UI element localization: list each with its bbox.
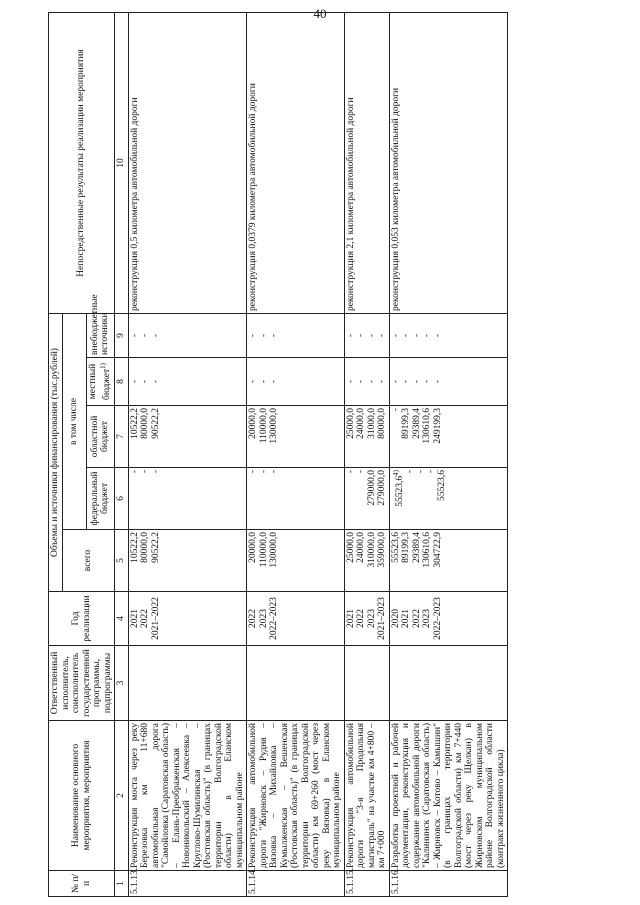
year-cell-text: 2022 xyxy=(356,609,366,628)
year-cell-text: 2021 xyxy=(129,609,140,628)
local-cell-value xyxy=(433,360,444,403)
regional-cell-text: 25000,0 xyxy=(345,408,356,439)
year-cell-value xyxy=(259,594,270,643)
total-cell-value xyxy=(433,532,444,589)
federal-cell-value xyxy=(248,470,259,527)
local-cell-value xyxy=(412,360,423,403)
regional-cell xyxy=(389,406,508,468)
local-cell xyxy=(344,358,389,406)
col-number: 4 xyxy=(115,592,129,646)
table-row xyxy=(247,12,345,896)
year-cell-text: 2020 xyxy=(390,609,401,628)
year-cell-value xyxy=(367,594,378,643)
col-number: 9 xyxy=(115,313,129,357)
extra-cell-text: - xyxy=(150,333,161,338)
extra-cell-text: - xyxy=(422,333,432,338)
federal-cell-value xyxy=(426,470,437,527)
regional-cell xyxy=(344,406,389,468)
extra-cell xyxy=(247,313,345,357)
header-executor: Ответственный исполнитель, соисполнитель государственной программы, подпрограммы xyxy=(49,646,115,721)
regional-cell-text: 10522,2 xyxy=(129,408,140,439)
year-cell-value xyxy=(346,594,357,643)
federal-cell-text: - xyxy=(150,470,161,474)
local-cell-value xyxy=(401,360,412,403)
regional-cell-text: - xyxy=(390,408,401,412)
regional-cell-text: 20000,0 xyxy=(248,408,258,439)
regional-cell-value xyxy=(433,408,444,465)
year-cell-value xyxy=(377,594,388,643)
extra-cell-value xyxy=(401,316,412,355)
year-cell-value xyxy=(151,594,162,643)
row-number: 5.1.14. xyxy=(247,871,345,897)
year-cell-text: 2023 xyxy=(366,609,377,628)
federal-cell-text: - xyxy=(356,470,366,474)
federal-cell-text: - xyxy=(415,470,426,474)
total-cell xyxy=(344,530,389,592)
regional-cell-text: 80000,0 xyxy=(140,408,150,439)
local-cell-text: - xyxy=(140,379,150,384)
federal-cell-value xyxy=(130,470,141,527)
total-cell-text: 304722,9 xyxy=(432,532,443,568)
page-number: 40 xyxy=(313,6,327,21)
year-cell xyxy=(128,592,247,646)
extra-cell-text: - xyxy=(411,333,422,338)
regional-cell-text: 90522,2 xyxy=(150,408,161,439)
extra-cell-value xyxy=(377,316,388,355)
regional-cell-value xyxy=(377,408,388,465)
local-cell-text: - xyxy=(411,379,422,384)
total-cell-value xyxy=(346,532,357,589)
total-cell-value xyxy=(391,532,402,589)
federal-cell-value xyxy=(416,470,427,527)
extra-cell-value xyxy=(422,316,433,355)
rotated-table-sheet xyxy=(48,7,608,897)
extra-cell-value xyxy=(412,316,423,355)
local-cell-text: - xyxy=(356,379,366,384)
extra-cell-text: - xyxy=(366,333,377,338)
extra-cell-value xyxy=(367,316,378,355)
local-cell-text: - xyxy=(269,379,279,384)
total-cell-text: 110000,0 xyxy=(258,532,269,568)
federal-cell-value xyxy=(151,470,162,527)
measure-name: Реконструкция моста через реку Березовка км 11+680 автомобильная дорога "Самойловка (Саратовская область) – Елань-Преображенская – Новоникольский – Алексеевка – Круглово-Шумилинская – (Ростовская область)" (в границах территории Волгоградской области) в Еланском муниципальном районе xyxy=(128,721,247,871)
header-local xyxy=(86,358,114,406)
total-cell-text: 10522,2 xyxy=(129,532,140,563)
year-cell xyxy=(247,592,345,646)
result-cell: реконструкция 0,0379 километра автомобильной дороги xyxy=(247,12,345,313)
row-number: 5.1.16. xyxy=(389,871,508,897)
regional-cell-value xyxy=(412,408,423,465)
federal-cell-text: - xyxy=(258,470,269,474)
extra-cell-text: - xyxy=(390,333,401,338)
extra-cell-text: - xyxy=(248,333,258,338)
table-body xyxy=(128,12,508,896)
table-row xyxy=(128,12,247,896)
regional-cell-value xyxy=(391,408,402,465)
local-cell xyxy=(128,358,247,406)
federal-cell-text: - xyxy=(248,470,258,474)
regional-cell-value xyxy=(356,408,367,465)
total-cell xyxy=(247,530,345,592)
executor-cell xyxy=(344,646,389,721)
local-cell-text: - xyxy=(366,379,377,384)
extra-cell-text: - xyxy=(432,333,443,338)
federal-cell-value xyxy=(346,470,357,527)
federal-cell xyxy=(389,468,508,530)
executor-cell xyxy=(389,646,508,721)
total-cell-text: 359000,0 xyxy=(377,532,387,568)
result-cell: реконструкция 2,1 километра автомобильной дороги xyxy=(344,12,389,313)
extra-cell xyxy=(389,313,508,357)
federal-cell xyxy=(344,468,389,530)
regional-cell-text: 80000,0 xyxy=(377,408,387,439)
measure-name: Реконструкция автомобильной дороги "3-я Продольная магистраль" на участке км 4+800 – км 7+000 xyxy=(344,721,389,871)
executor-cell xyxy=(247,646,345,721)
total-cell-value xyxy=(401,532,412,589)
extra-cell-value xyxy=(356,316,367,355)
local-cell-value xyxy=(130,360,141,403)
regional-cell xyxy=(128,406,247,468)
total-cell-text: 90522,2 xyxy=(150,532,161,563)
extra-cell-value xyxy=(151,316,162,355)
measure-name: Реконструкция автомобильной дороги "Жирновск – Рудня – Вязовка – Михайловка – Кумылженская – Вешенская (Ростовская область)" (в границах территории Волгоградской области) км 69+260 (мост через реку Вязовка) в Еланском муниципальном районе xyxy=(247,721,345,871)
local-cell-text: - xyxy=(345,379,356,384)
year-cell-text: 2021 xyxy=(345,609,356,628)
row-number: 5.1.15. xyxy=(344,871,389,897)
total-cell-value xyxy=(259,532,270,589)
year-cell-value xyxy=(401,594,412,643)
header-extra: внебюджетные источники xyxy=(86,313,114,357)
regional-cell-value xyxy=(248,408,259,465)
regional-cell-value xyxy=(269,408,280,465)
measure-name: Разработка проектной и рабочей документации, реконструкция и содержание автомобильной дороги "Калининск (Саратовская область) – Жирновск – Котово – Камышин" (в границах территории Волгоградской области) км 7+440 (мост через реку Щелкан) в Жирновском муниципальном районе Волгоградской области (контракт жизненного цикла) xyxy=(389,721,508,871)
local-cell-value xyxy=(356,360,367,403)
local-cell-text: - xyxy=(258,379,269,384)
federal-cell-value xyxy=(437,470,448,527)
header-name: Наименование основного мероприятия, мероприятия xyxy=(49,721,115,871)
extra-cell-value xyxy=(248,316,259,355)
local-cell xyxy=(247,358,345,406)
extra-cell-value xyxy=(130,316,141,355)
local-cell-value xyxy=(367,360,378,403)
federal-cell-text: 55523,6 xyxy=(436,470,447,501)
header-funding: Объемы и источники финансирования (тыс.рублей) xyxy=(49,313,63,591)
federal-cell-value xyxy=(269,470,280,527)
local-cell-value xyxy=(391,360,402,403)
header-results: Непосредственные результаты реализации мероприятия xyxy=(49,12,115,313)
regional-cell-value xyxy=(401,408,412,465)
local-cell-text: - xyxy=(432,379,443,384)
year-cell-text: 2021–2023 xyxy=(377,597,387,640)
regional-cell-text: 89199,3 xyxy=(401,408,411,439)
local-cell-value xyxy=(377,360,388,403)
regional-cell-value xyxy=(140,408,151,465)
col-number: 10 xyxy=(115,12,129,313)
local-cell xyxy=(389,358,508,406)
regional-cell-text: 29389,4 xyxy=(411,408,422,439)
local-cell-value xyxy=(248,360,259,403)
total-cell-value xyxy=(140,532,151,589)
federal-cell-text: 279000,0 xyxy=(377,470,387,506)
table-row xyxy=(389,12,508,896)
year-cell-text: 2022 xyxy=(140,609,150,628)
extra-cell-text: - xyxy=(258,333,269,338)
extra-cell-value xyxy=(259,316,270,355)
federal-cell xyxy=(247,468,345,530)
year-cell-value xyxy=(433,594,444,643)
local-cell-value xyxy=(259,360,270,403)
year-cell-text: 2023 xyxy=(258,609,269,628)
result-cell: реконструкция 0,5 километра автомобильной дороги xyxy=(128,12,247,313)
table-row xyxy=(344,12,389,896)
local-cell-value xyxy=(422,360,433,403)
header-federal: федеральный бюджет xyxy=(86,468,114,530)
footnote-marker: 4) xyxy=(391,470,400,476)
total-cell-value xyxy=(367,532,378,589)
header-including: в том числе xyxy=(62,313,86,529)
extra-cell xyxy=(344,313,389,357)
extra-cell-text: - xyxy=(377,333,387,338)
regional-cell-value xyxy=(367,408,378,465)
federal-cell-text: - xyxy=(426,470,437,474)
federal-cell-text: - xyxy=(129,470,140,474)
total-cell-value xyxy=(422,532,433,589)
local-cell-value xyxy=(346,360,357,403)
total-cell-text: 55523,6 xyxy=(390,532,401,563)
year-cell-value xyxy=(422,594,433,643)
header-local-footnote: 1) xyxy=(99,363,108,369)
local-cell-value xyxy=(151,360,162,403)
total-cell-text: 310000,0 xyxy=(366,532,377,568)
header-total: всего xyxy=(62,530,115,592)
federal-cell-value xyxy=(367,470,378,527)
regional-cell xyxy=(247,406,345,468)
local-cell-text: - xyxy=(248,379,258,384)
year-cell-value xyxy=(140,594,151,643)
total-cell-text: 25000,0 xyxy=(345,532,356,563)
extra-cell-text: - xyxy=(269,333,279,338)
total-cell-text: 24000,0 xyxy=(356,532,366,563)
year-cell-value xyxy=(391,594,402,643)
extra-cell-text: - xyxy=(356,333,366,338)
regional-cell-text: 24000,0 xyxy=(356,408,366,439)
federal-cell xyxy=(128,468,247,530)
total-cell-text: 29389,4 xyxy=(411,532,422,563)
regional-cell-text: 249199,3 xyxy=(432,408,443,444)
year-cell-value xyxy=(269,594,280,643)
col-number: 1 xyxy=(115,871,129,897)
total-cell-text: 130610,6 xyxy=(422,532,432,568)
local-cell-value xyxy=(269,360,280,403)
federal-cell-value xyxy=(140,470,151,527)
extra-cell-value xyxy=(346,316,357,355)
header-local-text: местный бюджет xyxy=(87,363,113,400)
extra-cell xyxy=(128,313,247,357)
regional-cell-value xyxy=(422,408,433,465)
total-cell-text: 89199,3 xyxy=(401,532,411,563)
year-cell-text: 2022–2023 xyxy=(269,597,279,640)
extra-cell-value xyxy=(433,316,444,355)
local-cell-text: - xyxy=(390,379,401,384)
federal-cell-value xyxy=(356,470,367,527)
extra-cell-value xyxy=(140,316,151,355)
regional-cell-text: 110000,0 xyxy=(258,408,269,444)
total-cell xyxy=(389,530,508,592)
year-cell xyxy=(389,592,508,646)
extra-cell-text: - xyxy=(345,333,356,338)
year-cell-text: 2022–2023 xyxy=(432,597,443,640)
total-cell-value xyxy=(356,532,367,589)
total-cell-value xyxy=(412,532,423,589)
year-cell-text: 2021–2022 xyxy=(150,597,161,640)
col-number: 8 xyxy=(115,358,129,406)
year-cell-value xyxy=(412,594,423,643)
federal-cell-value xyxy=(377,470,388,527)
local-cell-text: - xyxy=(401,379,411,384)
extra-cell-value xyxy=(391,316,402,355)
regional-cell-value xyxy=(130,408,141,465)
federal-cell-text: - xyxy=(269,470,279,474)
regional-cell-text: 130000,0 xyxy=(269,408,279,444)
year-cell-text: 2022 xyxy=(411,609,422,628)
local-cell-text: - xyxy=(150,379,161,384)
executor-cell xyxy=(128,646,247,721)
year-cell-value xyxy=(248,594,259,643)
year-cell-text: 2023 xyxy=(422,609,432,628)
col-number: 3 xyxy=(115,646,129,721)
federal-cell-text: 279000,0 xyxy=(366,470,377,506)
col-number: 5 xyxy=(115,530,129,592)
year-cell xyxy=(344,592,389,646)
federal-cell-text: - xyxy=(140,470,150,474)
local-cell-text: - xyxy=(129,379,140,384)
extra-cell-text: - xyxy=(401,333,411,338)
federal-cell-value xyxy=(391,470,406,527)
total-cell-value xyxy=(130,532,141,589)
result-cell: реконструкция 0,053 километра автомобильной дороги xyxy=(389,12,508,313)
funding-table xyxy=(48,12,508,897)
federal-cell-text: 55523,6 xyxy=(394,475,405,507)
extra-cell-text: - xyxy=(129,333,140,338)
header-no: № п/п xyxy=(49,871,115,897)
total-cell-value xyxy=(269,532,280,589)
regional-cell-text: 130610,6 xyxy=(422,408,432,444)
extra-cell-text: - xyxy=(140,333,150,338)
regional-cell-value xyxy=(346,408,357,465)
total-cell-text: 80000,0 xyxy=(140,532,150,563)
regional-cell-value xyxy=(259,408,270,465)
federal-cell-value xyxy=(405,470,416,527)
header-regional: областной бюджет xyxy=(86,406,114,468)
col-number: 6 xyxy=(115,468,129,530)
federal-cell-text: - xyxy=(345,470,356,474)
regional-cell-value xyxy=(151,408,162,465)
row-number: 5.1.13. xyxy=(128,871,247,897)
local-cell-text: - xyxy=(377,379,387,384)
total-cell-value xyxy=(377,532,388,589)
local-cell-value xyxy=(140,360,151,403)
col-number: 7 xyxy=(115,406,129,468)
total-cell-text: 130000,0 xyxy=(269,532,279,568)
federal-cell-text: - xyxy=(405,470,416,474)
header-year: Год реализации xyxy=(49,592,115,646)
total-cell-text: 20000,0 xyxy=(248,532,258,563)
col-number: 2 xyxy=(115,721,129,871)
year-cell-text: 2022 xyxy=(248,609,258,628)
extra-cell-value xyxy=(269,316,280,355)
total-cell-value xyxy=(151,532,162,589)
year-cell-value xyxy=(356,594,367,643)
total-cell xyxy=(128,530,247,592)
regional-cell-text: 31000,0 xyxy=(366,408,377,439)
year-cell-text: 2021 xyxy=(401,609,411,628)
local-cell-text: - xyxy=(422,379,432,384)
federal-cell-value xyxy=(259,470,270,527)
total-cell-value xyxy=(248,532,259,589)
year-cell-value xyxy=(130,594,141,643)
